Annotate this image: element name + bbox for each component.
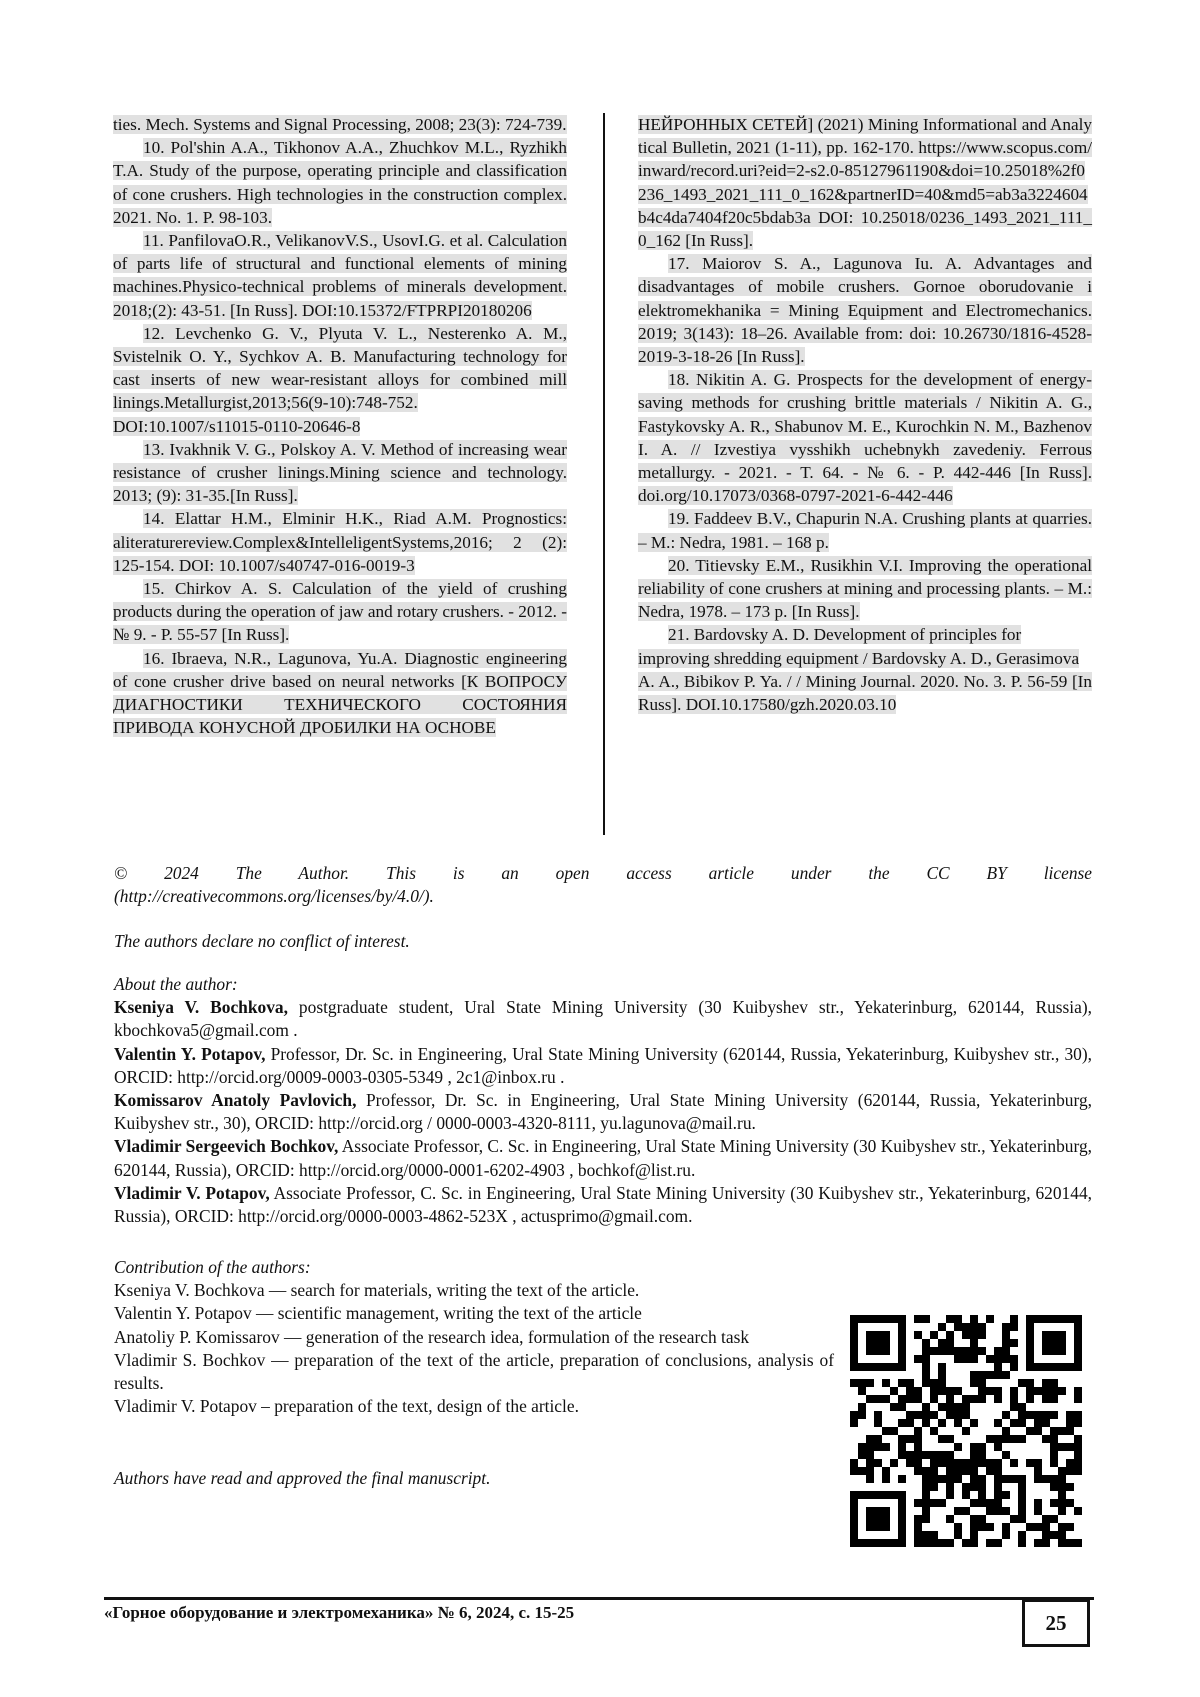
about-authors bbox=[114, 973, 1092, 1228]
author-entry bbox=[114, 1182, 1092, 1228]
about-heading: About the author: bbox=[114, 974, 238, 994]
author-details: Associate Professor, C. Sc. in Engineering, Ural State Mining University (30 Kuibyshev str., Yekaterinburg, 620144, Russia), ORCID: http://orcid.org/0000-0001-6202-4903 , bochkof@list.ru. bbox=[114, 1136, 1092, 1180]
reference-item: 10. Pol'shin A.A., Tikhonov A.A., Zhuchkov M.L., Ryzhikh T.A. Study of the purpose, operating principle and classification of cone crushers. High technologies in the construction complex. 2021. No. 1. P. 98-103. bbox=[113, 138, 567, 227]
author-name: Komissarov Anatoly Pavlovich, bbox=[114, 1090, 357, 1111]
author-details: Professor, Dr. Sc. in Engineering, Ural State Mining University (620144, Russia, Yekaterinburg, Kuibyshev str., 30), ORCID: http://orcid.org/0009-0003-0305-5349 , 2c1@inbox.ru . bbox=[114, 1043, 1092, 1087]
reference-item: 12. Levchenko G. V., Plyuta V. L., Nesterenko A. M., Svistelnik O. Y., Sychkov A. B. Manufacturing technology for cast inserts of new wear-resistant alloys for combined mill linings.Metallurgist,2013;56(9-10):748-752. DOI:10.1007/s11015-0110-20646-8 bbox=[113, 323, 567, 436]
author-name: Vladimir V. Potapov, bbox=[114, 1182, 270, 1203]
approval-statement: Authors have read and approved the final manuscript. bbox=[114, 1468, 491, 1488]
contribution-line: Vladimir V. Potapov – preparation of the text, design of the article. bbox=[114, 1396, 579, 1417]
page-number: 25 bbox=[1022, 1599, 1090, 1647]
reference-item: 19. Faddeev B.V., Chapurin N.A. Crushing plants at quarries. – M.: Nedra, 1981. – 168 p. bbox=[638, 509, 1092, 552]
reference-item: 21. Bardovsky A. D. Development of principles for improving shredding equipment / Bardovsky A. D., Gerasimova bbox=[638, 625, 1080, 668]
reference-item-continued: A. A., Bibikov P. Ya. / / Mining Journal. 2020. No. 3. P. 56-59 [In Russ]. DOI.10.17580/gzh.2020.03.10 bbox=[638, 671, 1092, 715]
contribution-line: Valentin Y. Potapov — scientific management, writing the text of the article bbox=[114, 1303, 642, 1324]
contribution-line: Vladimir S. Bochkov — preparation of the text of the article, preparation of conclusions, analysis of results. bbox=[114, 1349, 834, 1394]
column-divider bbox=[603, 113, 605, 835]
author-details: Professor, Dr. Sc. in Engineering, Ural State Mining University (620144, Russia, Yekaterinburg, Kuibyshev str., 30), ORCID: http://orcid.org / 0000-0003-4320-8111, yu.lagunova@mail.ru. bbox=[114, 1090, 1092, 1134]
reference-item: 16. Ibraeva, N.R., Lagunova, Yu.A. Diagnostic engineering of cone crusher drive based on neural networks [К ВОПРОСУ ДИАГНОСТИКИ ТЕХНИЧЕСКОГО СОСТОЯНИЯ ПРИВОДА КОНУСНОЙ ДРОБИЛКИ НА ОСНОВЕ bbox=[113, 648, 567, 738]
journal-citation: «Горное оборудование и электромеханика» № 6, 2024, с. 15-25 bbox=[104, 1603, 575, 1622]
reference-item: 18. Nikitin A. G. Prospects for the development of energy-saving methods for crushing brittle materials / Nikitin A. G., Fastykovsky A. R., Shabunov M. E., Kurochkin N. M., Bazhenov I. A. // Izvestiya vysshikh uchebnykh zavedeniy. Ferrous metallurgy. - 2021. - T. 64. - № 6. - P. 442-446 [In Russ]. doi.org/10.17073/0368-0797-2021-6-442-446 bbox=[638, 370, 1092, 506]
references-left-column bbox=[113, 113, 567, 739]
author-name: Valentin Y. Potapov, bbox=[114, 1043, 266, 1064]
qr-code-image bbox=[850, 1315, 1082, 1547]
license-line: © 2024 The Author. This is an open access article under the CC BY license bbox=[114, 863, 1092, 883]
contribution-line: Kseniya V. Bochkova — search for materials, writing the text of the article. bbox=[114, 1280, 640, 1301]
author-details: postgraduate student, Ural State Mining University (30 Kuibyshev str., Yekaterinburg, 620144, Russia), kbochkova5@gmail.com . bbox=[114, 997, 1092, 1041]
author-entry bbox=[114, 1043, 1092, 1089]
reference-item: 20. Titievsky E.M., Rusikhin V.I. Improving the operational reliability of cone crushers at mining and processing plants. – M.: Nedra, 1978. – 173 p. [In Russ]. bbox=[638, 555, 1092, 622]
author-entry bbox=[114, 996, 1092, 1042]
author-name: Kseniya V. Bochkova, bbox=[114, 997, 288, 1018]
author-entry bbox=[114, 1135, 1092, 1181]
author-name: Vladimir Sergeevich Bochkov, bbox=[114, 1136, 339, 1157]
reference-item: 15. Chirkov A. S. Calculation of the yield of crushing products during the operation of jaw and rotary crushers. - 2012. - № 9. - P. 55-57 [In Russ]. bbox=[113, 579, 567, 645]
reference-item: 14. Elattar H.M., Elminir H.K., Riad A.M. Prognostics: aliteraturereview.Complex&IntelleligentSystems,2016; 2 (2): 125-154. DOI: 10.1007/s40747-016-0019-3 bbox=[113, 509, 567, 575]
conflict-statement: The authors declare no conflict of interest. bbox=[114, 931, 410, 951]
references-right-column bbox=[638, 113, 1092, 716]
author-contributions bbox=[114, 1256, 834, 1418]
reference-item: 11. PanfilovaO.R., VelikanovV.S., UsovI.G. et al. Calculation of parts life of structural and functional elements of mining machines.Physico-technical problems of minerals development. 2018;(2): 43-51. [In Russ]. DOI:10.15372/FTPRPI20180206 bbox=[113, 231, 567, 320]
license-notice bbox=[114, 862, 1092, 908]
contribution-heading: Contribution of the authors: bbox=[114, 1257, 311, 1277]
license-url[interactable]: (http://creativecommons.org/licenses/by/4.0/). bbox=[114, 886, 434, 907]
contribution-line: Anatoliy P. Komissarov — generation of the research idea, formulation of the research task bbox=[114, 1326, 750, 1347]
reference-continuation: ties. Mech. Systems and Signal Processing, 2008; 23(3): 724-739. bbox=[113, 115, 567, 134]
author-details: Associate Professor, C. Sc. in Engineering, Ural State Mining University (30 Kuibyshev str., Yekaterinburg, 620144, Russia), ORCID: http://orcid.org/0000-0003-4862-523X , actusprimo@gmail.com. bbox=[114, 1182, 1092, 1227]
footer-rule bbox=[104, 1597, 1094, 1600]
author-entry bbox=[114, 1089, 1092, 1135]
reference-continuation: НЕЙРОННЫХ СЕТЕЙ] (2021) Mining Informational and Analytical Bulletin, 2021 (1-11), pp. 162-170. https://www.scopus.com/inward/record.uri?eid=2-s2.0-85127961190&doi=10.25018%2f0236_1493_2021_111_0_162&partnerID=40&md5=ab3a3224604b4c4da7404f20c5bdab3a DOI: 10.25018/0236_1493_2021_111_0_162 [In Russ]. bbox=[638, 115, 1092, 251]
reference-item: 17. Maiorov S. A., Lagunova Iu. A. Advantages and disadvantages of mobile crushers. Gornoe oborudovanie i elektromekhanika = Mining Equipment and Electromechanics. 2019; 3(143): 18–26. Available from: doi: 10.26730/1816-4528-2019-3-18-26 [In Russ]. bbox=[638, 254, 1092, 367]
reference-item: 13. Ivakhnik V. G., Polskoy A. V. Method of increasing wear resistance of crusher linings.Mining science and technology. 2013; (9): 31-35.[In Russ]. bbox=[113, 439, 567, 506]
